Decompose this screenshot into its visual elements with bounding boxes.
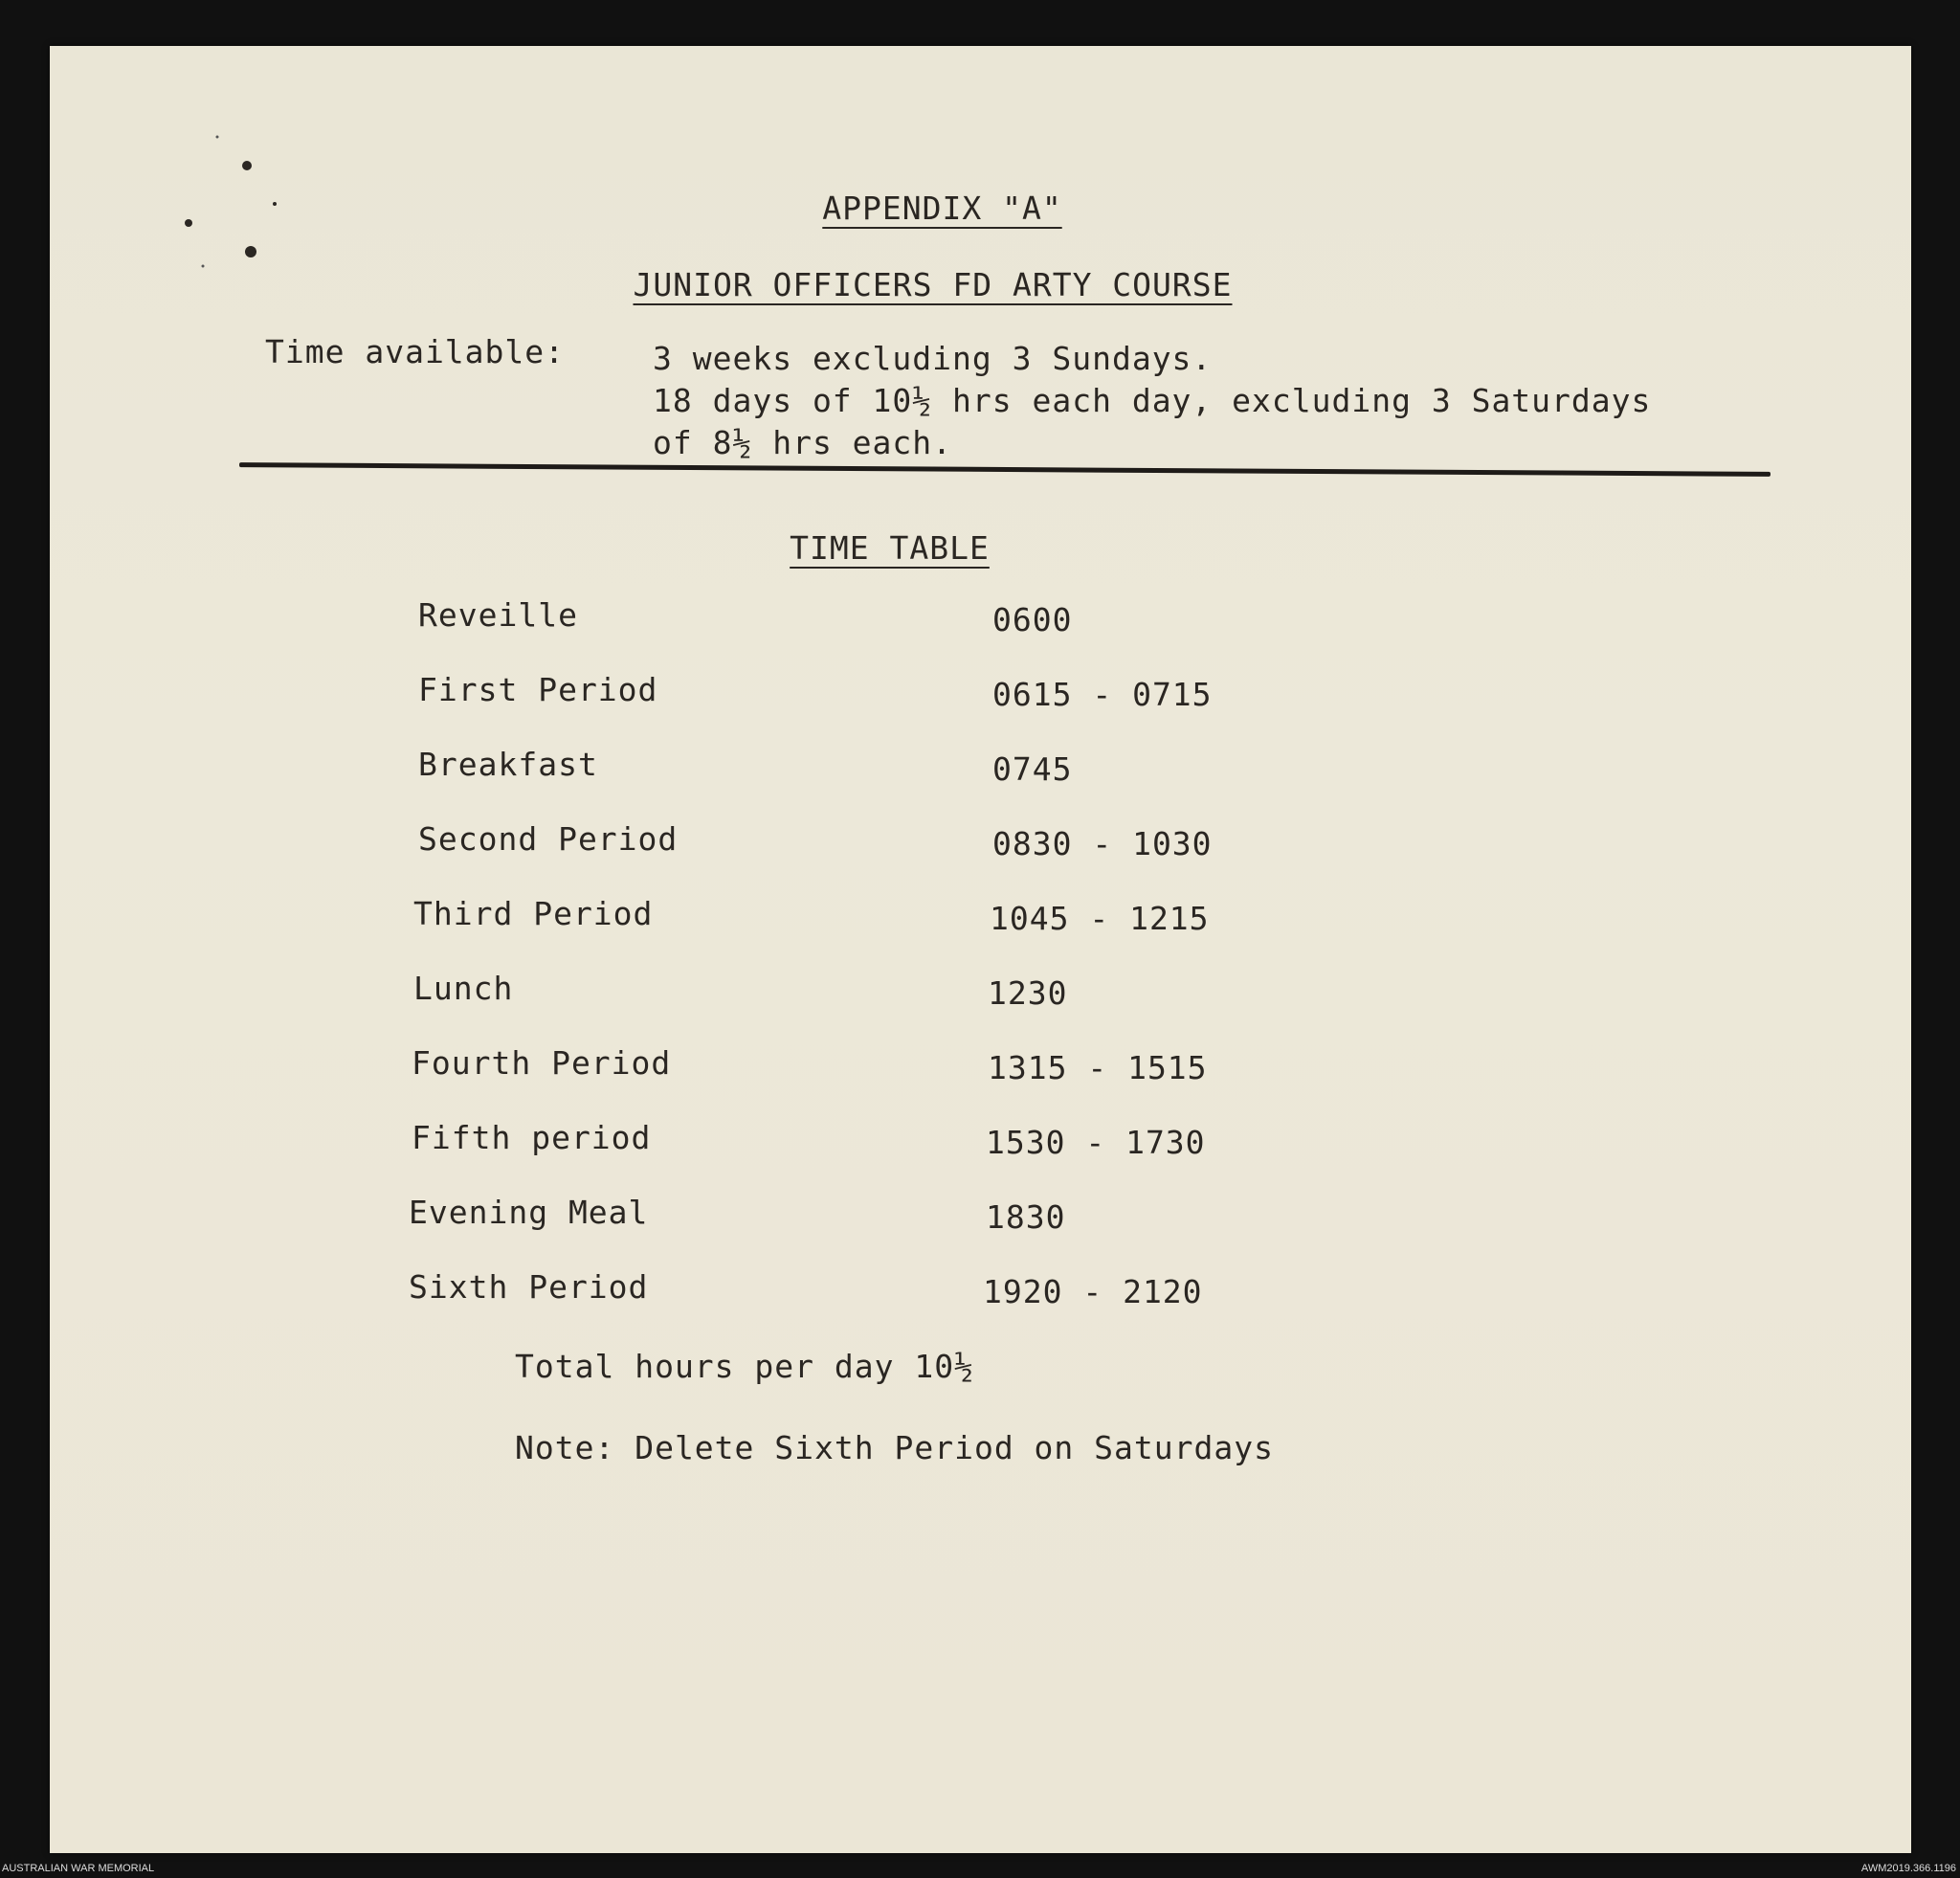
- timetable-title: TIME TABLE: [790, 529, 990, 567]
- archive-institution: AUSTRALIAN WAR MEMORIAL: [2, 1863, 155, 1874]
- appendix-title: APPENDIX "A": [822, 190, 1062, 227]
- timetable-event: Lunch: [413, 970, 514, 1007]
- timetable-time: 1920 - 2120: [983, 1273, 1203, 1310]
- timetable-event: Reveille: [418, 596, 578, 634]
- timetable-event: Fifth period: [412, 1119, 652, 1156]
- archive-reference: AWM2019.366.1196: [1860, 1863, 1956, 1874]
- time-available-line: of 8½ hrs each.: [653, 424, 953, 461]
- timetable-event: First Period: [418, 671, 658, 708]
- timetable-event: Sixth Period: [409, 1268, 649, 1306]
- document-page: [50, 46, 1911, 1853]
- time-available-line: 3 weeks excluding 3 Sundays.: [653, 340, 1213, 377]
- course-title: JUNIOR OFFICERS FD ARTY COURSE: [633, 266, 1233, 303]
- timetable-event: Fourth Period: [412, 1044, 672, 1082]
- timetable-time: 1530 - 1730: [986, 1124, 1206, 1161]
- timetable-event: Second Period: [418, 820, 679, 858]
- timetable-event: Third Period: [413, 895, 654, 932]
- total-hours: Total hours per day 10½: [515, 1348, 974, 1385]
- timetable-time: 0830 - 1030: [992, 825, 1213, 862]
- timetable-time: 0615 - 0715: [992, 676, 1213, 713]
- timetable-time: 1230: [988, 974, 1068, 1012]
- timetable-time: 1045 - 1215: [990, 900, 1210, 937]
- timetable-time: 0600: [992, 601, 1073, 638]
- timetable-time: 1315 - 1515: [988, 1049, 1208, 1086]
- time-available-line: 18 days of 10½ hrs each day, excluding 3 Saturdays: [653, 382, 1652, 419]
- timetable-time: 1830: [986, 1198, 1066, 1236]
- time-available-details: [653, 338, 1651, 464]
- timetable-event: Breakfast: [418, 746, 598, 783]
- timetable-time: 0745: [992, 750, 1073, 788]
- saturday-note: Note: Delete Sixth Period on Saturdays: [515, 1429, 1274, 1466]
- time-available-label: Time available:: [265, 333, 566, 370]
- timetable-event: Evening Meal: [409, 1194, 649, 1231]
- divider-rule: [239, 462, 1771, 477]
